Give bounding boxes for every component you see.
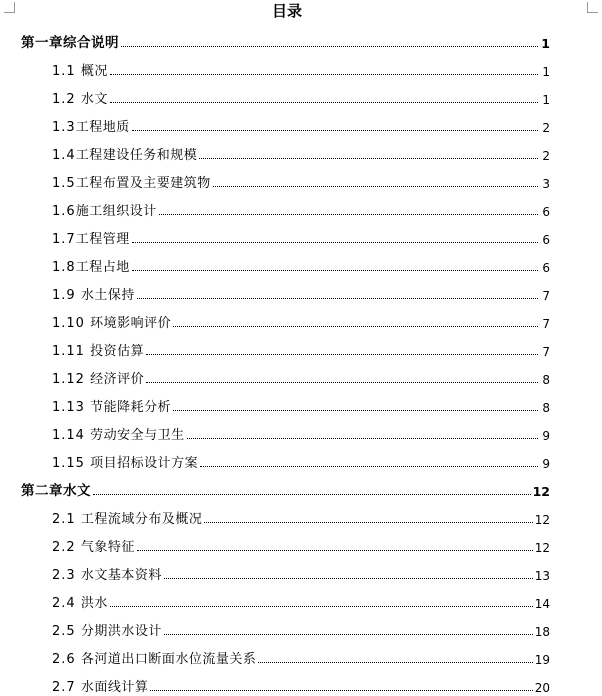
toc-entry-title: 洪水: [80, 596, 108, 611]
toc-section-entry[interactable]: [0, 558, 602, 586]
toc-entry-title: 第二章水文: [21, 483, 91, 499]
toc-entry-title: 水面线计算: [80, 680, 149, 695]
toc-chapter-entry[interactable]: [0, 474, 602, 502]
toc-page-number: 19: [534, 653, 550, 667]
toc-section-entry[interactable]: [0, 306, 602, 334]
toc-dot-leader: [150, 689, 532, 691]
toc-entry-title: 工程管理: [75, 232, 130, 247]
toc-dot-leader: [93, 493, 531, 495]
toc-entry-title: 工程流域分布及概况: [80, 512, 203, 527]
toc-dot-leader: [132, 241, 538, 243]
toc-entry-title: 环境影响评价: [90, 316, 172, 331]
toc-dot-leader: [199, 157, 538, 159]
toc-entry-number: 1.6: [52, 204, 76, 219]
toc-page-number: 9: [542, 429, 550, 443]
toc-entry-number: 1.2: [52, 92, 81, 107]
toc-section-entry[interactable]: [0, 110, 602, 138]
toc-page-number: 2: [542, 121, 550, 135]
toc-page-number: 8: [542, 373, 550, 387]
toc-entry-number: 2.7: [52, 680, 81, 695]
toc-section-entry[interactable]: [0, 138, 602, 166]
toc-entry-title: 分期洪水设计: [80, 624, 162, 639]
toc-section-entry[interactable]: [0, 586, 602, 614]
toc-section-entry[interactable]: [0, 418, 602, 446]
toc-entry-title: 工程地质: [75, 120, 130, 135]
page-corner-mark: [587, 2, 598, 13]
toc-dot-leader: [204, 521, 532, 523]
toc-section-entry[interactable]: [0, 502, 602, 530]
toc-section-entry[interactable]: [0, 166, 602, 194]
toc-dot-leader: [187, 437, 538, 439]
toc-page-number: 13: [534, 569, 550, 583]
toc-entry-number: 1.14: [52, 428, 91, 443]
toc-entry-title: 气象特征: [80, 540, 135, 555]
toc-entry-number: 1.1: [52, 64, 81, 79]
toc-page-number: 14: [534, 597, 550, 611]
toc-page-number: 18: [534, 625, 550, 639]
toc-entry-title: 水土保持: [80, 288, 135, 303]
toc-page-number: 3: [542, 177, 550, 191]
toc-entry-number: 1.7: [52, 232, 76, 247]
toc-dot-leader: [200, 465, 538, 467]
toc-entry-number: 1.15: [52, 456, 91, 471]
toc-entry-number: 1.8: [52, 260, 76, 275]
toc-entry-title: 经济评价: [90, 372, 145, 387]
toc-entry-title: 工程布置及主要建筑物: [75, 176, 211, 191]
toc-dot-leader: [164, 633, 533, 635]
toc-page-number: 7: [542, 289, 550, 303]
toc-entry-title: 项目招标设计方案: [90, 456, 199, 471]
toc-page-number: 7: [542, 345, 550, 359]
toc-section-entry[interactable]: [0, 362, 602, 390]
toc-dot-leader: [132, 269, 538, 271]
toc-entry-title: 工程占地: [75, 260, 130, 275]
toc-entry-number: 1.9: [52, 288, 81, 303]
toc-entry-number: 1.11: [52, 344, 91, 359]
toc-section-entry[interactable]: [0, 642, 602, 670]
toc-entry-title: 第一章综合说明: [21, 35, 119, 51]
toc-section-entry[interactable]: [0, 530, 602, 558]
toc-dot-leader: [159, 213, 538, 215]
toc-entry-number: 2.6: [52, 652, 81, 667]
toc-dot-leader: [146, 381, 538, 383]
toc-section-entry[interactable]: [0, 82, 602, 110]
toc-entry-title: 投资估算: [90, 344, 145, 359]
toc-page-number: 6: [542, 261, 550, 275]
toc-section-entry[interactable]: [0, 194, 602, 222]
toc-page-number: 20: [534, 681, 550, 695]
toc-dot-leader: [213, 185, 538, 187]
toc-entry-title: 概况: [80, 64, 108, 79]
toc-title: 目录: [271, 2, 302, 20]
toc-entry-title: 工程建设任务和规模: [75, 148, 198, 163]
toc-entry-title: 水文: [80, 92, 108, 107]
toc-entry-title: 劳动安全与卫生: [90, 428, 185, 443]
toc-dot-leader: [258, 661, 532, 663]
toc-dot-leader: [132, 129, 538, 131]
toc-dot-leader: [137, 549, 533, 551]
toc-section-entry[interactable]: [0, 278, 602, 306]
toc-section-entry[interactable]: [0, 390, 602, 418]
toc-section-entry[interactable]: [0, 222, 602, 250]
toc-section-entry[interactable]: [0, 250, 602, 278]
toc-section-entry[interactable]: [0, 446, 602, 474]
toc-dot-leader: [110, 605, 533, 607]
toc-chapter-entry[interactable]: [0, 26, 602, 54]
toc-page-number: 6: [542, 233, 550, 247]
toc-page-number: 1: [542, 65, 550, 79]
toc-page-number: 1: [542, 93, 550, 107]
toc-entry-number: 1.4: [52, 148, 76, 163]
toc-entry-number: 2.5: [52, 624, 81, 639]
toc-page-number: 1: [541, 36, 550, 51]
toc-page-number: 8: [542, 401, 550, 415]
toc-dot-leader: [164, 577, 533, 579]
toc-dot-leader: [146, 353, 538, 355]
toc-page-number: 6: [542, 205, 550, 219]
toc-section-entry[interactable]: [0, 334, 602, 362]
toc-dot-leader: [173, 325, 538, 327]
toc-page-number: 2: [542, 149, 550, 163]
toc-page-number: 7: [542, 317, 550, 331]
toc-dot-leader: [173, 409, 538, 411]
toc-dot-leader: [137, 297, 538, 299]
toc-entry-number: 1.13: [52, 400, 91, 415]
toc-entry-number: 2.1: [52, 512, 81, 527]
toc-entry-title: 节能降耗分析: [90, 400, 172, 415]
toc-page-number: 12: [534, 541, 550, 555]
toc-section-entry[interactable]: [0, 614, 602, 642]
toc-entry-number: 2.3: [52, 568, 81, 583]
toc-entry-number: 2.2: [52, 540, 81, 555]
toc-page-number: 9: [542, 457, 550, 471]
toc-page-number: 12: [534, 513, 550, 527]
toc-list: [0, 26, 602, 696]
toc-dot-leader: [110, 101, 538, 103]
toc-entry-number: 1.12: [52, 372, 91, 387]
toc-dot-leader: [121, 45, 538, 47]
toc-section-entry[interactable]: [0, 670, 602, 696]
toc-entry-number: 1.3: [52, 120, 76, 135]
toc-dot-leader: [110, 73, 538, 75]
toc-entry-title: 水文基本资料: [80, 568, 162, 583]
toc-entry-title: 各河道出口断面水位流量关系: [80, 652, 257, 667]
toc-section-entry[interactable]: [0, 54, 602, 82]
toc-entry-number: 1.10: [52, 316, 91, 331]
toc-page-number: 12: [532, 484, 550, 499]
toc-entry-title: 施工组织设计: [75, 204, 157, 219]
toc-entry-number: 2.4: [52, 596, 81, 611]
toc-entry-number: 1.5: [52, 176, 76, 191]
